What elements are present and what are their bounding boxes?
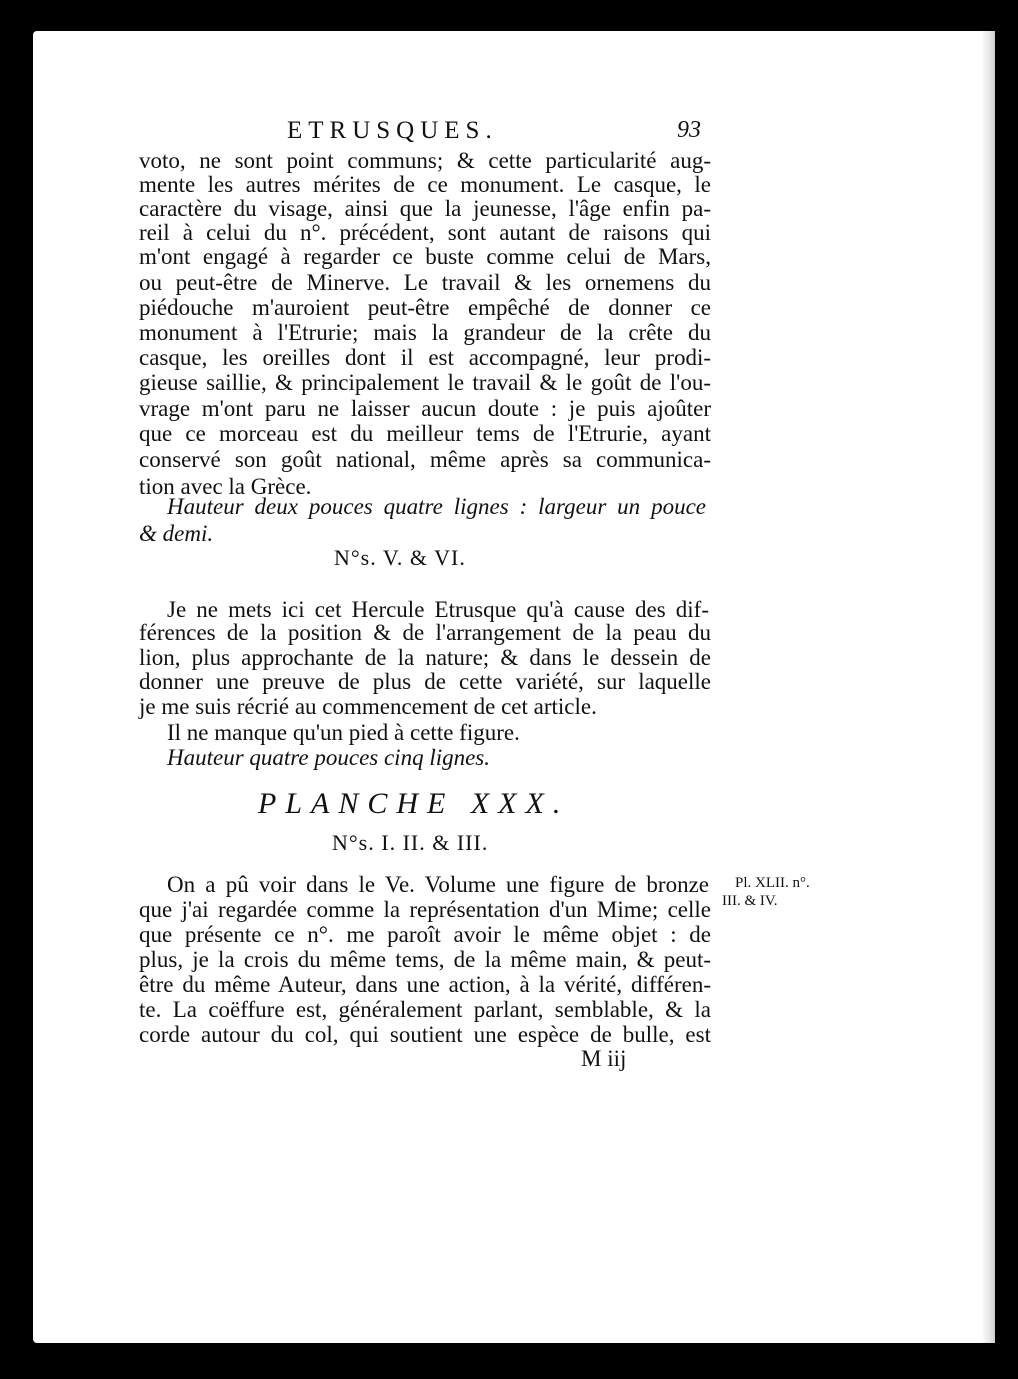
text-line: m'ont engagé à regarder ce buste comme celui de Mars, bbox=[139, 244, 711, 269]
text-line: lion, plus approchante de la nature; & dans le dessein de bbox=[139, 645, 711, 670]
text-line: gieuse saillie, & principalement le travail & le goût de l'ou- bbox=[139, 370, 711, 395]
page-number: 93 bbox=[677, 117, 701, 143]
margin-note: Pl. XLII. n°. bbox=[735, 875, 810, 891]
text-line: te. La coëffure est, généralement parlant, semblable, & la bbox=[139, 997, 711, 1022]
text-line: corde autour du col, qui soutient une espèce de bulle, est bbox=[139, 1022, 711, 1047]
signature-mark: M iij bbox=[581, 1046, 627, 1071]
section-heading: N°s. I. II. & III. bbox=[332, 830, 489, 855]
text-line: je me suis récrié au commencement de cet article. bbox=[139, 694, 597, 719]
text-line: piédouche m'auroient peut-être empêché de donner ce bbox=[139, 295, 711, 320]
text-line: caractère du visage, ainsi que la jeunesse, l'âge enfin pa- bbox=[139, 196, 711, 221]
margin-note: III. & IV. bbox=[722, 893, 778, 909]
text-line: être du même Auteur, dans une action, à la vérité, différen- bbox=[139, 972, 711, 997]
text-line: que présente ce n°. me paroît avoir le même objet : de bbox=[139, 922, 711, 947]
section-heading: N°s. V. & VI. bbox=[334, 545, 466, 570]
text-line: plus, je la crois du même tems, de la même main, & peut- bbox=[139, 947, 711, 972]
dimension-note: Hauteur deux pouces quatre lignes : largeur un pouce bbox=[167, 494, 706, 519]
dimension-note: Hauteur quatre pouces cinq lignes. bbox=[167, 745, 491, 770]
text-line: donner une preuve de plus de cette variété, sur laquelle bbox=[139, 669, 711, 694]
text-line: monument à l'Etrurie; mais la grandeur de la crête du bbox=[139, 320, 711, 345]
text-line: On a pû voir dans le Ve. Volume une figure de bronze bbox=[167, 872, 709, 897]
plate-heading: PLANCHE XXX. bbox=[258, 787, 570, 820]
dimension-note: & demi. bbox=[139, 521, 214, 546]
text-line: férences de la position & de l'arrangement de la peau du bbox=[139, 620, 711, 645]
text-line: conservé son goût national, même après sa communica- bbox=[139, 447, 711, 472]
text-line: mente les autres mérites de ce monument. Le casque, le bbox=[139, 172, 711, 197]
text-line: que ce morceau est du meilleur tems de l'Etrurie, ayant bbox=[139, 421, 711, 446]
text-line: vrage m'ont paru ne laisser aucun doute : je puis ajoûter bbox=[139, 396, 711, 421]
text-line: voto, ne sont point communs; & cette particularité aug- bbox=[139, 148, 711, 173]
text-line: que j'ai regardée comme la représentation d'un Mime; celle bbox=[139, 897, 711, 922]
text-line: reil à celui du n°. précédent, sont autant de raisons qui bbox=[139, 220, 711, 245]
text-line: ou peut-être de Minerve. Le travail & les ornemens du bbox=[139, 270, 711, 295]
text-line: casque, les oreilles dont il est accompagné, leur prodi- bbox=[139, 345, 711, 370]
page-edge bbox=[981, 31, 995, 1343]
text-line: Je ne mets ici cet Hercule Etrusque qu'à cause des dif- bbox=[167, 597, 709, 622]
running-title: ETRUSQUES. bbox=[287, 117, 498, 144]
text-line: tion avec la Grèce. bbox=[139, 474, 312, 499]
text-line: Il ne manque qu'un pied à cette figure. bbox=[167, 720, 520, 745]
